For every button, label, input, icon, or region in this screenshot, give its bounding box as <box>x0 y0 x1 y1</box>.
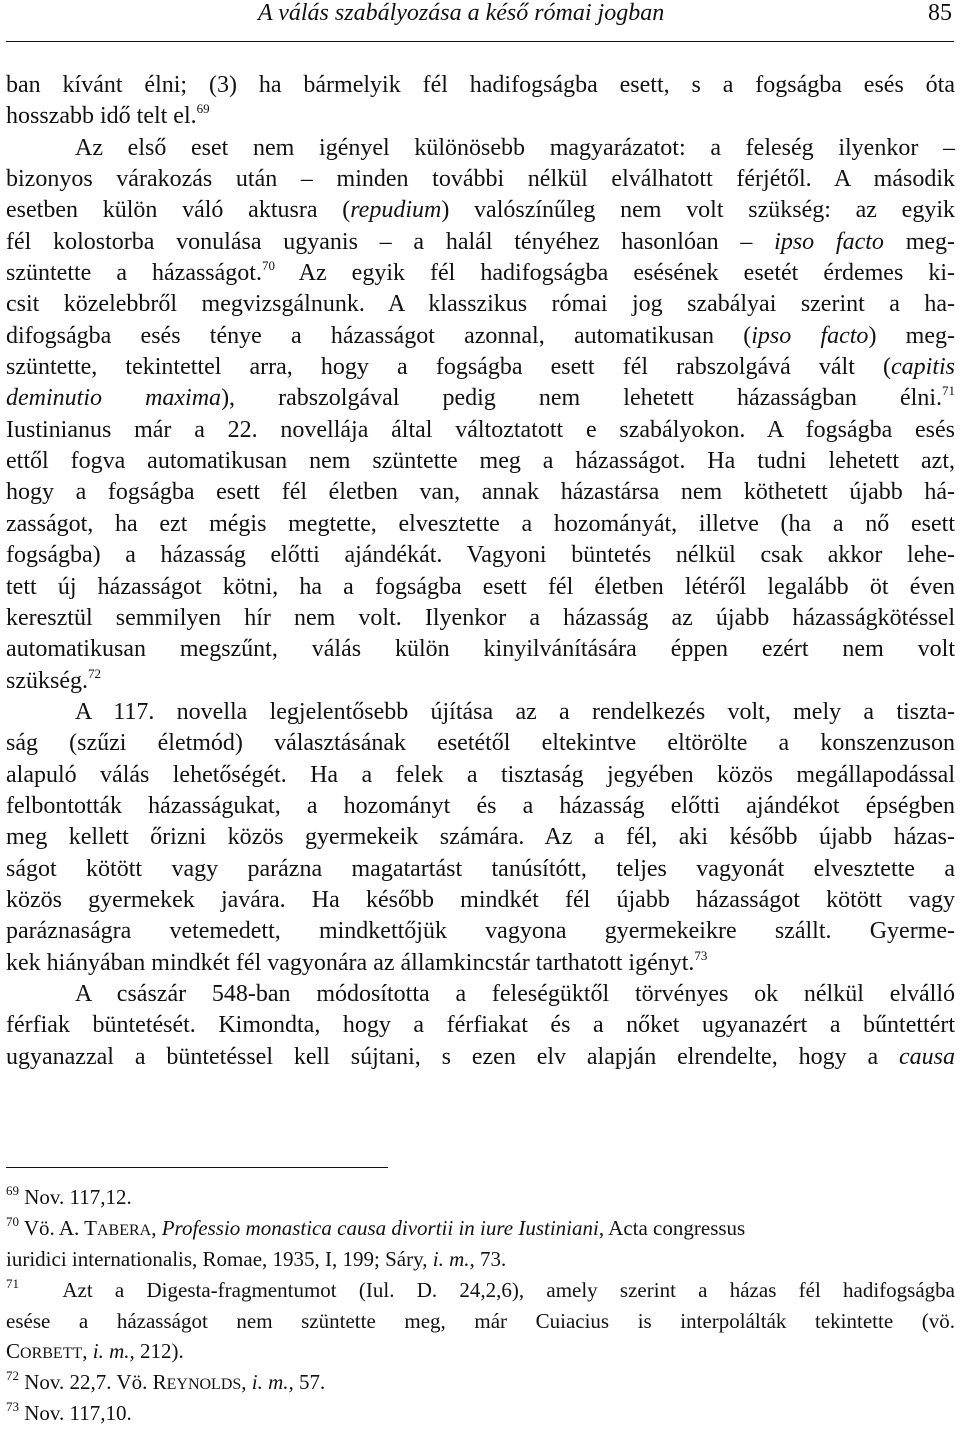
body-line: szüntette a házasságot.$^{70}$ Az egyik fél hadifogságba esésének esetét érdemes ki- <box>6 258 955 287</box>
body-line: fél kolostorba vonulása ugyanis – a halál tényéhez hasonlóan – ipso facto meg- <box>6 228 955 255</box>
footnote-ref-72[interactable]: 72 <box>87 665 101 681</box>
footnote-72: $^{72}$ Nov. 22,7. Vö. REYNOLDS, i. m., 57. <box>6 1368 326 1395</box>
footnote-71-cont: esése a házasságot nem szüntette meg, már Cuiacius is interpolálták tekintette (vö. <box>6 1308 955 1333</box>
body-line: Iustinianus már a 22. novellája által változtatott e szabályokon. A fogságba esés <box>6 416 955 443</box>
body-line: meg kellett őrizni közös gyermekeik számára. Az a fél, aki később újabb házas- <box>6 824 955 851</box>
footnote-73: $^{73}$ Nov. 117,10. <box>6 1399 132 1426</box>
footnote-71: $^{71}$ Azt a Digesta-fragmentumot (Iul. D. 24,2,6), amely szerint a házas fél hadifogságba <box>6 1275 955 1302</box>
body-line: ettől fogva automatikusan nem szüntette meg a házasságot. Ha tudni lehetett azt, <box>6 448 955 475</box>
body-line: fogságba) a házasság előtti ajándékát. Vagyoni büntetés nélkül csak akkor lehe- <box>6 542 955 569</box>
paragraph-start: A császár 548-ban módosította a feleségüktől törvényes ok nélkül elválló <box>75 980 955 1007</box>
footnote-70: $^{70}$ Vö. A. TABERA, Professio monastica causa divortii in iure Iustiniani, Acta congressus <box>6 1213 746 1240</box>
body-line: keresztül semmilyen hír nem volt. Ilyenkor a házasság az újabb házasságkötéssel <box>6 604 955 631</box>
footnote-separator <box>6 1167 388 1168</box>
body-line: zasságot, ha ezt mégis megtette, elvesztette a hozományát, illetve (ha a nő esett <box>6 510 955 537</box>
body-line: közös gyermekek javára. Ha később mindkét fél újabb házasságot kötött vagy <box>6 886 955 913</box>
body-line: ugyanazzal a büntetéssel kell sújtani, s ezen elv alapján elrendelte, hogy a causa <box>6 1043 955 1070</box>
header-rule <box>6 41 954 42</box>
body-line: automatikusan megszűnt, válás külön kinyilvánítására éppen ezért nem volt <box>6 636 955 663</box>
body-line: kek hiányában mindkét fél vagyonára az államkincstár tarthatott igényt.$^{73}$ <box>6 947 708 976</box>
body-line: felbontották házasságukat, a hozományt és a házasság előtti ajándékot épségben <box>6 792 955 819</box>
running-title: A válás szabályozása a késő római jogban <box>258 0 665 26</box>
body-line: ban kívánt élni; (3) ha bármelyik fél hadifogságba esett, s a fogságba esés óta <box>6 72 955 98</box>
body-line: hogy a fogságba esett fél életben van, annak házastársa nem köthetett újabb há- <box>6 479 955 506</box>
footnote-71-cont: CORBETT, i. m., 212). <box>6 1339 184 1364</box>
footnote-ref-69[interactable]: 69 <box>196 101 210 117</box>
body-text <box>6 70 955 1073</box>
body-line: ság (szűzi életmód) választásának esetétől eltekintve eltörölte a konszenzuson <box>6 730 955 757</box>
body-line: bizonyos várakozás után – minden további nélkül elválhatott férjétől. A második <box>6 166 955 193</box>
paragraph-start: Az első eset nem igényel különösebb magyarázatot: a feleség ilyenkor – <box>75 134 955 161</box>
running-header <box>0 0 960 44</box>
footnote-70-cont: iuridici internationalis, Romae, 1935, I, 199; Sáry, i. m., 73. <box>6 1246 507 1271</box>
paragraph-start: A 117. novella legjelentősebb újítása az a rendelkezés volt, mely a tiszta- <box>75 698 955 725</box>
body-line: difogságba esés ténye a házasságot azonnal, automatikusan (ipso facto) meg- <box>6 322 955 349</box>
body-line: deminutio maxima), rabszolgával pedig nem lehetett házasságban élni.$^{71}$ <box>6 383 955 412</box>
body-line: ságot kötött vagy parázna magatartást tanúsítótt, teljes vagyonát elvesztette a <box>6 855 955 882</box>
body-line: paráznaságra vetemedett, mindkettőjük vagyona gyermekeikre szállt. Gyerme- <box>6 918 955 945</box>
footnote-ref-73[interactable]: 73 <box>694 947 708 963</box>
body-line: csit közelebbről megvizsgálnunk. A klasszikus római jog szabályai szerint a ha- <box>6 291 955 318</box>
body-line: szükség.$^{72}$ <box>6 665 101 694</box>
body-line: férfiak büntetését. Kimondta, hogy a férfiakat és a nőket ugyanazért a bűntettért <box>6 1012 955 1039</box>
footnote-69: $^{69}$ Nov. 117,12. <box>6 1183 132 1209</box>
body-line: tett új házasságot kötni, ha a fogságba esett fél életben létéről legalább öt éven <box>6 573 955 600</box>
body-line: alapuló válás lehetőségét. Ha a felek a tisztaság jegyében közös megállapodással <box>6 761 955 788</box>
footnote-ref-71[interactable]: 71 <box>942 383 955 399</box>
body-line: hosszabb idő telt el.$^{69}$ <box>6 101 210 130</box>
footnotes <box>6 1182 955 1429</box>
page-number: 85 <box>928 0 952 26</box>
body-line: esetben külön váló aktusra (repudium) valószínűleg nem volt szükség: az egyik <box>6 197 955 224</box>
footnote-ref-70[interactable]: 70 <box>261 258 275 274</box>
body-line: szüntette, tekintettel arra, hogy a fogságba esett fél rabszolgává vált (capitis <box>6 354 955 381</box>
